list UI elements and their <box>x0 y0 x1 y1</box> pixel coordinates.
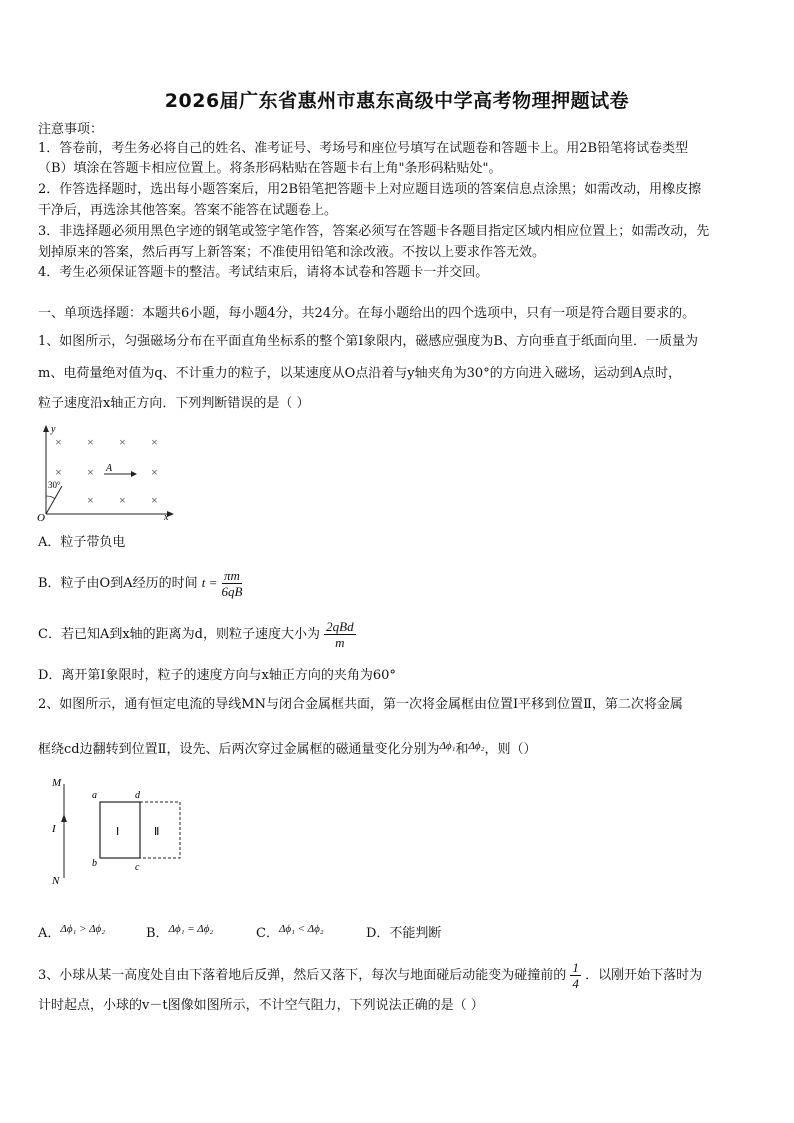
q2-option-c <box>256 922 324 941</box>
option-formula: Δϕ₁ = Δϕ₂ <box>168 923 214 935</box>
q1-text-line: 1、如图所示，匀强磁场分布在平面直角坐标系的整个第Ⅰ象限内，磁感应强度为B、方向垂直于纸面向里．一质量为 <box>38 334 698 349</box>
option-text: B．粒子由O到A经历的时间 <box>38 576 198 591</box>
frame-position-1 <box>100 802 140 858</box>
option-label: A． <box>38 926 61 941</box>
x-axis-label: x <box>164 512 169 522</box>
q2-text-post: ，则（） <box>484 742 537 757</box>
cross: × <box>151 493 158 507</box>
label-n: N <box>52 875 60 887</box>
notice-line: （B）填涂在答题卡相应位置上。将条形码粘贴在答题卡右上角"条形码粘贴处"。 <box>38 161 502 176</box>
option-label: B． <box>146 926 169 941</box>
fraction <box>324 619 355 650</box>
q2-option-b <box>146 922 213 941</box>
current-arrow <box>61 814 67 822</box>
fraction <box>570 960 581 991</box>
frame-position-2 <box>140 802 180 858</box>
q2-option-d: D．不能判断 <box>366 926 442 941</box>
label-position-1: Ⅰ <box>116 826 120 838</box>
y-axis-label: y <box>51 424 56 435</box>
q2-text-line <box>38 736 536 760</box>
angle-label: 30° <box>48 480 61 490</box>
cross: × <box>87 435 94 449</box>
cross: × <box>87 465 94 479</box>
notice-line: 划掉原来的答案，然后再写上新答案；不准使用铅笔和涂改液。不按以上要求作答无效。 <box>38 245 546 260</box>
q3-text-line: 计时起点，小球的v－t图像如图所示，不计空气阻力，下列说法正确的是（ ） <box>38 998 484 1013</box>
notice-line: 干净后，再选涂其他答案。答案不能答在试题卷上。 <box>38 203 338 218</box>
cross: × <box>119 493 126 507</box>
q1-text-line: 粒子速度沿x轴正方向．下列判断错误的是（ ） <box>38 396 310 411</box>
q1-option-a: A．粒子带负电 <box>38 535 126 550</box>
origin-label: O <box>37 512 45 522</box>
angle-arc <box>46 496 55 499</box>
q1-option-b <box>38 568 242 599</box>
option-formula: Δϕ₁ < Δϕ₂ <box>278 923 324 935</box>
notice-line: 1．答卷前，考生务必将自己的姓名、准考证号、考场号和座位号填写在试题卷和答题卡上。用2B铅笔将试卷类型 <box>38 141 689 156</box>
fraction-numerator: πm <box>222 568 243 584</box>
point-a-label: A <box>106 463 113 474</box>
cross: × <box>55 465 62 479</box>
entry-direction <box>46 486 62 514</box>
option-formula: Δϕ₁ > Δϕ₂ <box>60 923 106 935</box>
phi2-symbol: Δϕ₂ <box>468 740 485 752</box>
notice-heading: 注意事项： <box>38 122 104 137</box>
fraction-numerator: 2qBd <box>326 619 354 634</box>
q3-text-line <box>38 960 702 991</box>
q2-text-and: 和 <box>455 742 469 757</box>
q2-option-a <box>38 922 105 941</box>
fraction-denominator: 4 <box>572 976 579 991</box>
q3-text-post: ．以刚开始下落时为 <box>585 968 703 983</box>
y-axis-arrow <box>43 425 49 432</box>
q1-magnetic-field-figure <box>36 422 178 522</box>
label-current: I <box>52 823 56 835</box>
phi1-symbol: Δϕ₁ <box>439 740 456 752</box>
fraction-numerator: 1 <box>572 960 579 975</box>
label-b: b <box>92 858 97 869</box>
q3-text-pre: 3、小球从某一高度处自由下落着地后反弹，然后又落下，每次与地面碰后动能变为碰撞前的 <box>38 968 567 983</box>
q1-option-d: D．离开第Ⅰ象限时，粒子的速度方向与x轴正方向的夹角为60° <box>38 668 396 683</box>
q2-wire-frame-figure <box>44 770 194 890</box>
option-text: C．若已知A到x轴的距离为d，则粒子速度大小为 <box>38 627 320 642</box>
section-heading: 一、单项选择题：本题共6小题，每小题4分，共24分。在每小题给出的四个选项中，只有一项是符合题目要求的。 <box>38 306 696 321</box>
q2-text-pre: 框绕cd边翻转到位置Ⅱ，设先、后两次穿过金属框的磁通量变化分别为 <box>38 742 440 757</box>
fraction <box>222 568 243 599</box>
cross: × <box>151 435 158 449</box>
label-d: d <box>135 790 140 801</box>
label-a: a <box>92 790 97 801</box>
option-label: C． <box>256 926 279 941</box>
fraction-denominator: m <box>335 635 345 650</box>
cross: × <box>87 493 94 507</box>
page-title: 2026届广东省惠州市惠东高级中学高考物理押题试卷 <box>164 90 630 112</box>
q2-text-line: 2、如图所示，通有恒定电流的导线MN与闭合金属框共面，第一次将金属框由位置Ⅰ平移到位置Ⅱ，第二次将金属 <box>38 697 683 712</box>
cross: × <box>151 465 158 479</box>
cross: × <box>119 435 126 449</box>
fraction-denominator: 6qB <box>221 584 243 599</box>
cross: × <box>55 435 62 449</box>
label-c: c <box>135 862 140 873</box>
q1-option-c <box>38 619 356 650</box>
notice-line: 3．非选择题必须用黑色字迹的钢笔或签字笔作答，答案必须写在答题卡各题目指定区域内相应位置上；如需改动，先 <box>38 224 710 239</box>
label-m: M <box>52 777 62 789</box>
velocity-arrowhead <box>131 471 137 477</box>
notice-line: 4．考生必须保证答题卡的整洁。考试结束后，请将本试卷和答题卡一并交回。 <box>38 265 489 280</box>
formula-lhs: t = <box>201 575 218 590</box>
label-position-2: Ⅱ <box>154 826 160 838</box>
notice-line: 2．作答选择题时，选出每小题答案后，用2B铅笔把答题卡上对应题目选项的答案信息点涂黑；如需改动，用橡皮擦 <box>38 182 702 197</box>
q1-text-line: m、电荷量绝对值为q、不计重力的粒子，以某速度从O点沿着与y轴夹角为30°的方向进入磁场，运动到A点时， <box>38 366 682 381</box>
